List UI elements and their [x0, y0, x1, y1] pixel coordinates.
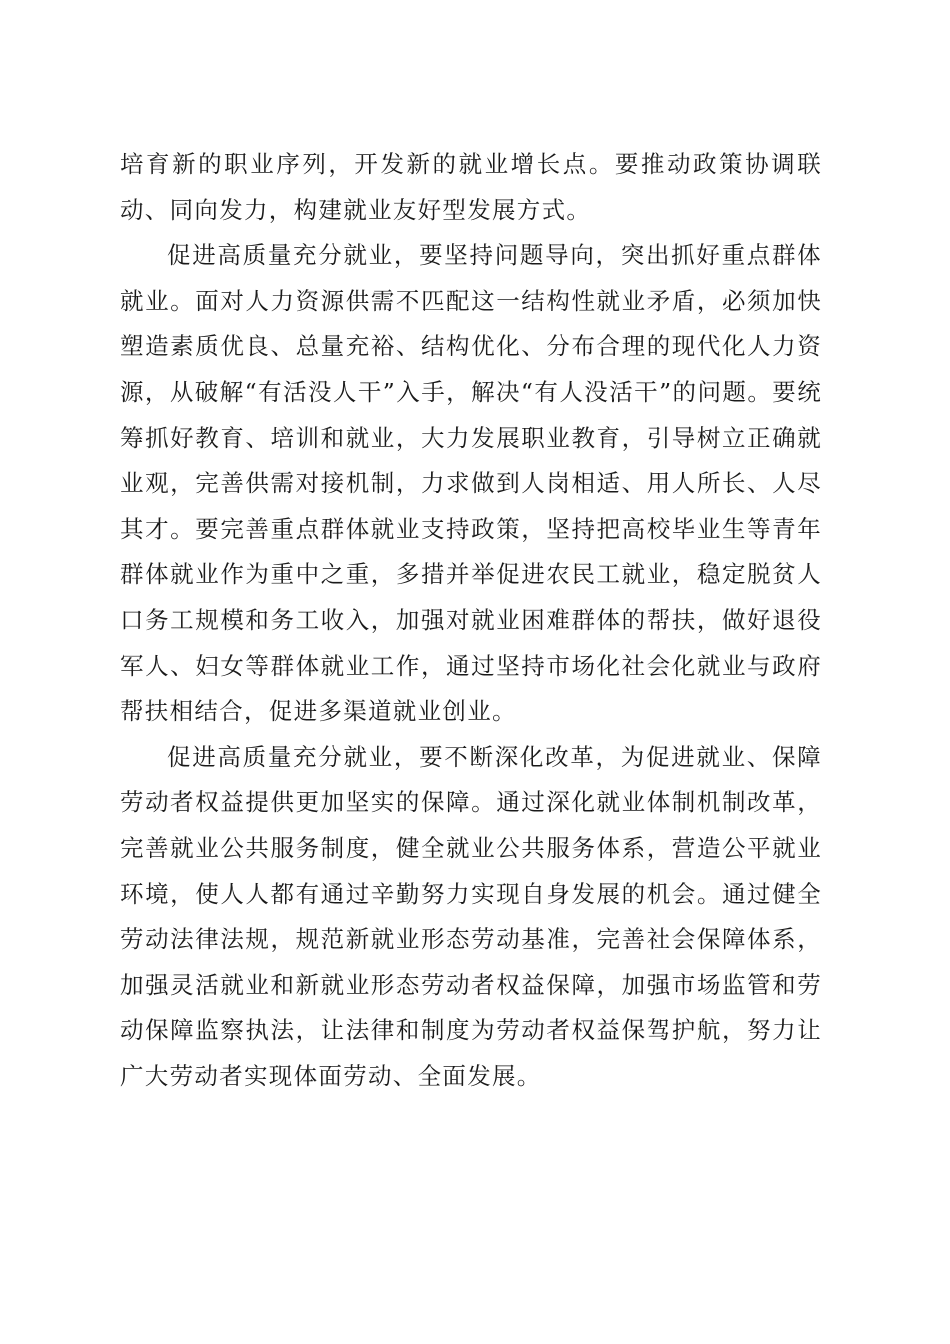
- paragraph-1: 培育新的职业序列，开发新的就业增长点。要推动政策协调联动、同向发力，构建就业友好型发展方式。: [120, 150, 822, 224]
- paragraph-2: 促进高质量充分就业，要坚持问题导向，突出抓好重点群体就业。面对人力资源供需不匹配这一结构性就业矛盾，必须加快塑造素质优良、总量充裕、结构优化、分布合理的现代化人力资源，从破解“有活没人干”入手，解决“有人没活干”的问题。要统筹抓好教育、培训和就业，大力发展职业教育，引导树立正确就业观，完善供需对接机制，力求做到人岗相适、用人所长、人尽其才。要完善重点群体就业支持政策，坚持把高校毕业生等青年群体就业作为重中之重，多措并举促进农民工就业，稳定脱贫人口务工规模和务工收入，加强对就业困难群体的帮扶，做好退役军人、妇女等群体就业工作，通过坚持市场化社会化就业与政府帮扶相结合，促进多渠道就业创业。: [120, 241, 822, 726]
- document-body: [120, 142, 822, 1099]
- paragraph-3: 促进高质量充分就业，要不断深化改革，为促进就业、保障劳动者权益提供更加坚实的保障。通过深化就业体制机制改革，完善就业公共服务制度，健全就业公共服务体系，营造公平就业环境，使人人都有通过辛勤努力实现自身发展的机会。通过健全劳动法律法规，规范新就业形态劳动基准，完善社会保障体系，加强灵活就业和新就业形态劳动者权益保障，加强市场监管和劳动保障监察执法，让法律和制度为劳动者权益保驾护航，努力让广大劳动者实现体面劳动、全面发展。: [120, 742, 822, 1090]
